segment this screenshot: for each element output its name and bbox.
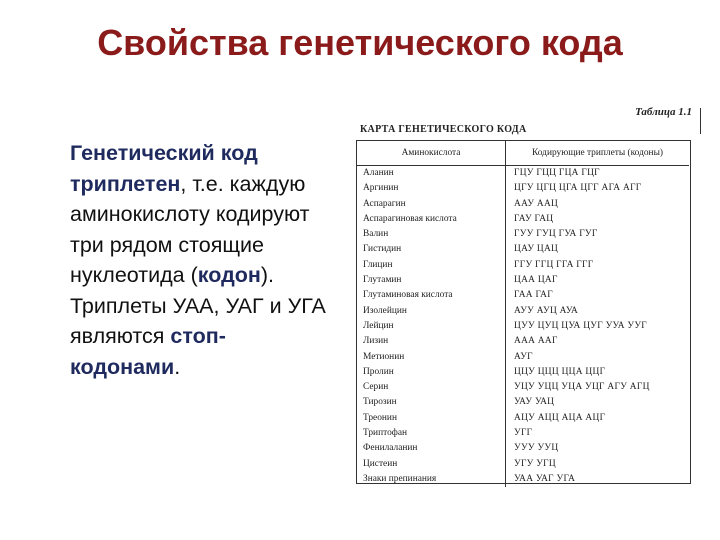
table-row [357,242,689,257]
amino-acid-cell: Лизин [357,334,506,349]
codons-cell: ГЦУ ГЦЦ ГЦА ГЦГ [514,168,600,178]
amino-acid-cell: Изолейцин [357,304,506,319]
codons-cell: ЦЦУ ЦЦЦ ЦЦА ЦЦГ [514,366,606,377]
table-row [357,395,689,410]
table-row [357,288,689,303]
term-genetic-code: Генетический код [70,141,258,165]
codons-cell: УГГ [514,428,533,439]
codons-cell: ААА ААГ [514,336,558,347]
table-row [357,227,689,242]
text-fragment: . [174,354,181,379]
codons-cell: ААУ ААЦ [514,198,559,209]
term-codon: кодон [197,263,261,287]
table-row [357,319,689,334]
amino-acid-cell: Цистеин [357,457,506,472]
table-caption: Таблица 1.1 [635,106,692,118]
amino-acid-cell: Серин [357,380,506,395]
amino-acid-cell: Валин [357,227,506,242]
amino-acid-cell: Глутаминовая кислота [357,288,506,303]
table-row [357,181,689,196]
codons-cell: УЦУ УЦЦ УЦА УЦГ АГУ АГЦ [514,382,650,393]
amino-acid-cell: Треонин [357,411,506,426]
table-row [357,258,689,273]
body-text [70,138,335,382]
codons-cell: ГАУ ГАЦ [514,213,554,224]
table-row [357,365,689,380]
table-row [357,334,689,349]
table-row [357,212,689,227]
text-fragment: , т.е. каждую аминокислоту кодируют три рядом стоящие нуклеотида ( [70,171,310,287]
table-row [357,273,689,288]
table-row [357,304,689,319]
table-row [357,380,689,395]
table-row [357,426,689,441]
edge-mark [700,108,701,134]
codons-cell: УУУ УУЦ [514,443,559,454]
amino-acid-cell: Тирозин [357,395,506,410]
amino-acid-cell: Фенилаланин [357,441,506,456]
amino-acid-cell: Аргинин [357,181,506,196]
codons-cell: ЦАУ ЦАЦ [514,244,559,255]
table-row [357,472,689,487]
amino-acid-cell: Глутамин [357,273,506,288]
table-row [357,457,689,472]
amino-acid-cell: Лейцин [357,319,506,334]
amino-acid-cell: Знаки препинания [357,472,506,487]
amino-acid-cell: Глицин [357,258,506,273]
table-row [357,166,689,182]
amino-acid-cell: Пролин [357,365,506,380]
codons-cell: ЦАА ЦАГ [514,275,558,286]
table-title: КАРТА ГЕНЕТИЧЕСКОГО КОДА [360,124,527,135]
amino-acid-cell: Аспарагин [357,197,506,212]
table-row [357,197,689,212]
codons-cell: УАУ УАЦ [514,397,555,408]
codons-cell: ЦУУ ЦУЦ ЦУА ЦУГ УУА УУГ [514,320,648,331]
codons-cell: ГУУ ГУЦ ГУА ГУГ [514,229,598,240]
codons-cell: УГУ УГЦ [514,458,556,469]
term-stop-codons: стоп-кодонами [70,324,226,379]
amino-acid-cell: Гистидин [357,242,506,257]
genetic-code-table-figure [352,106,698,486]
column-header-codons: Кодирующие триплеты (кодоны) [506,141,690,166]
codons-cell: АУГ [514,351,533,362]
amino-acid-cell: Аланин [357,166,506,182]
table-row [357,411,689,426]
codons-cell: АЦУ АЦЦ АЦА АЦГ [514,412,606,423]
codons-cell: ЦГУ ЦГЦ ЦГА ЦГГ АГА АГГ [514,183,642,194]
term-triplet: триплетен [70,171,181,196]
table-row [357,441,689,456]
codons-cell: ГГУ ГГЦ ГГА ГГГ [514,259,594,270]
codons-cell: АУУ АУЦ АУА [514,305,579,316]
amino-acid-cell: Метионин [357,350,506,365]
genetic-code-table [357,141,689,487]
text-fragment: ). Триплеты УАА, УАГ и УГА являются [70,263,326,348]
column-header-amino-acid: Аминокислота [357,141,506,166]
table-row [357,350,689,365]
amino-acid-cell: Триптофан [357,426,506,441]
codons-cell: УАА УАГ УГА [514,473,576,484]
amino-acid-cell: Аспарагиновая кислота [357,212,506,227]
slide-title: Свойства генетического кода [97,22,623,63]
codons-cell: ГАА ГАГ [514,290,553,301]
